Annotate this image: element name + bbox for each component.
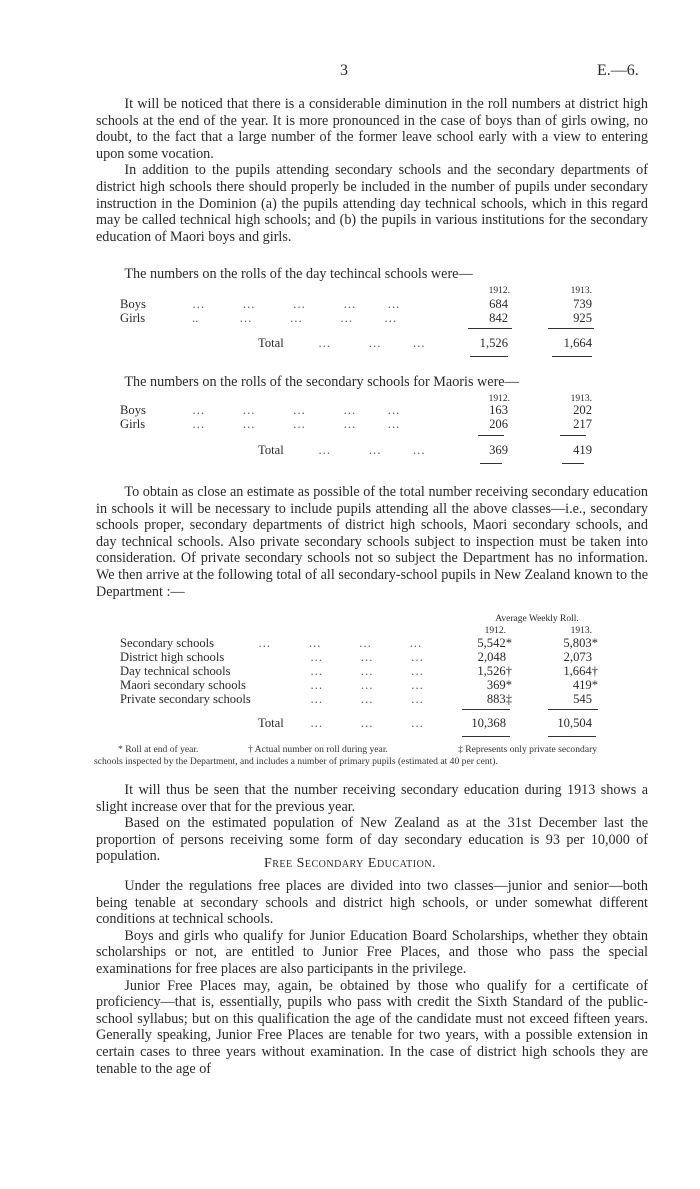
tech-year-1913: 1913. — [570, 286, 592, 296]
paragraph-estimate: To obtain as close an estimate as possible of the total number receiving secondary education in schools it will be necessary to include pupils attending all the above classes—i.e., secondary schools proper, secondary departments of district high schools, Maori secondary schools, and day technical schools. Also private secondary schools subject to inspection must be taken into consideration. Of private secondary schools not so subject the Department has no information. We then arrive at the following total of all secondary-school pupils in New Zealand known to the Department :— — [96, 484, 648, 600]
leader-dots: .. … … … … — [192, 311, 397, 325]
sum-rule — [462, 709, 510, 710]
sum-rule — [548, 709, 598, 710]
section-heading: Free Secondary Education. — [263, 856, 437, 871]
footnote-roll: * Roll at end of year. — [118, 744, 199, 755]
paragraph-increase: It will thus be seen that the number receiving secondary education during 1913 shows a slight increase over that for the previous year. — [96, 782, 648, 815]
maori-total: 369 — [489, 443, 508, 457]
tech-cell: 925 — [573, 311, 592, 325]
table-footnotes — [96, 744, 656, 768]
maori-schools-table — [0, 392, 700, 472]
leader-dots: … … … — [310, 678, 424, 692]
total-grand-total: 10,368 — [471, 716, 506, 730]
maori-cell: 217 — [573, 417, 592, 431]
tech-intro-text: The numbers on the rolls of the day techincal schools were— — [124, 266, 473, 282]
maori-cell: 163 — [489, 403, 508, 417]
total-row-label: District high schools — [120, 650, 225, 664]
tech-schools-table — [0, 284, 700, 364]
page-number: 3 — [340, 62, 348, 79]
leader-dots: … … … … — [258, 636, 422, 650]
total-cell: 369* — [486, 678, 512, 692]
total-cell: 2,073 — [563, 650, 592, 664]
paragraph-scholarships: Boys and girls who qualify for Junior Education Board Scholarships, whether they obtain scholarships or not, are entitled to Junior Free Places, and those who pass the special examinations for free places are also participants in the privilege. — [96, 927, 648, 977]
leader-dots: … … … — [318, 443, 426, 457]
sum-rule — [478, 435, 504, 436]
total-cell: 1,526† — [477, 664, 512, 678]
sum-rule — [470, 356, 508, 357]
leader-dots: … … … — [310, 716, 424, 730]
intro-paragraphs — [96, 96, 648, 245]
total-row-label: Day technical schools — [120, 664, 231, 678]
tech-total: 1,664 — [563, 336, 592, 350]
leader-dots: … … … — [318, 336, 426, 350]
maori-cell: 206 — [489, 417, 508, 431]
maori-row-label: Boys — [120, 403, 146, 417]
total-cell: 1,664† — [563, 664, 598, 678]
paragraph-population: Based on the estimated population of New Zealand as at the 31st December last the proportion of persons receiving some form of day secondary education is 93 per 10,000 of population. — [96, 815, 648, 865]
leader-dots: … … … … … — [192, 403, 400, 417]
leader-dots: … … … … … — [192, 417, 400, 431]
tech-row-label: Girls — [120, 311, 146, 325]
tech-intro — [96, 266, 648, 283]
total-cell: 883‡ — [486, 692, 512, 706]
sum-rule — [560, 435, 586, 436]
tech-row-label: Boys — [120, 297, 146, 311]
total-total-label: Total — [258, 716, 284, 730]
maori-total: 419 — [573, 443, 592, 457]
footnote-private-cont: schools inspected by the Department, and includes a number of primary pupils (estimated at 40 per cent). — [94, 756, 498, 767]
footnote-actual: † Actual number on roll during year. — [248, 744, 388, 755]
leader-dots: … … … … … — [192, 297, 400, 311]
summary-paragraphs — [96, 782, 648, 865]
tech-cell: 739 — [573, 297, 592, 311]
sum-rule — [468, 328, 512, 329]
paragraph-roll-diminution: It will be noticed that there is a considerable diminution in the roll numbers at district high schools at the end of the year. It is more pronounced in the case of boys than of girls owing, no doubt, to the fact that a large number of the former leave school early with a view to entering upon some vocation. — [96, 96, 648, 162]
total-cell: 545 — [573, 692, 592, 706]
total-cell: 419* — [572, 678, 598, 692]
estimate-paragraph — [96, 484, 648, 600]
maori-total-label: Total — [258, 443, 284, 457]
maori-row-label: Girls — [120, 417, 146, 431]
total-row-label: Secondary schools — [120, 636, 215, 650]
total-row-label: Maori secondary schools — [120, 678, 246, 692]
total-pupils-table — [0, 612, 700, 742]
paragraph-additional-pupils: In addition to the pupils attending secondary schools and the secondary departments of district high schools there should properly be included in the number of pupils under secondary instruction in the Dominion (a) the pupils attending day technical schools, which in this regard may be called technical high schools; and (b) the pupils in various institutions for the secondary education of Maori boys and girls. — [96, 162, 648, 245]
sum-rule — [548, 328, 594, 329]
total-grand-total: 10,504 — [557, 716, 592, 730]
paragraph-regulations: Under the regulations free places are divided into two classes—junior and senior—both being tenable at secondary schools and district high schools, or under somewhat different conditions at technical schools. — [96, 878, 648, 928]
sum-rule — [562, 463, 584, 464]
maori-intro — [96, 374, 648, 391]
total-row-label: Private secondary schools — [120, 692, 251, 706]
maori-intro-text: The numbers on the rolls of the secondary schools for Maoris were— — [124, 374, 519, 390]
sum-rule — [548, 736, 596, 737]
leader-dots: … … … — [310, 664, 424, 678]
paragraph-junior-free-places: Junior Free Places may, again, be obtained by those who qualify for a certificate of proficiency—that is, essentially, pupils who pass with credit the Sixth Standard of the public-school syllabus; but on this qualification the age of the candidate must not exceed fifteen years. Generally speaking, Junior Free Places are tenable for two years, with a possible extension in certain cases to three years without examination. In the case of district high schools they are tenable to the age of — [96, 977, 648, 1077]
leader-dots: … … … — [310, 650, 424, 664]
total-cell: 5,542* — [477, 636, 512, 650]
total-cell: 2,048 — [477, 650, 506, 664]
tech-total-label: Total — [258, 336, 284, 350]
total-cell: 5,803* — [563, 636, 598, 650]
avg-weekly-roll-caption: Average Weekly Roll. — [495, 614, 579, 624]
total-year-1913: 1913. — [570, 626, 592, 636]
maori-year-1913: 1913. — [570, 394, 592, 404]
tech-cell: 842 — [489, 311, 508, 325]
tech-cell: 684 — [489, 297, 508, 311]
tech-year-1912: 1912. — [488, 286, 510, 296]
sum-rule — [552, 356, 592, 357]
sum-rule — [462, 736, 510, 737]
free-places-paragraphs — [96, 878, 648, 1077]
maori-cell: 202 — [573, 403, 592, 417]
sum-rule — [480, 463, 502, 464]
tech-total: 1,526 — [479, 336, 508, 350]
document-reference: E.—6. — [597, 62, 639, 79]
leader-dots: … … … — [310, 692, 424, 706]
total-year-1912: 1912. — [484, 626, 506, 636]
footnote-private: ‡ Represents only private secondary — [458, 744, 598, 755]
maori-year-1912: 1912. — [488, 394, 510, 404]
